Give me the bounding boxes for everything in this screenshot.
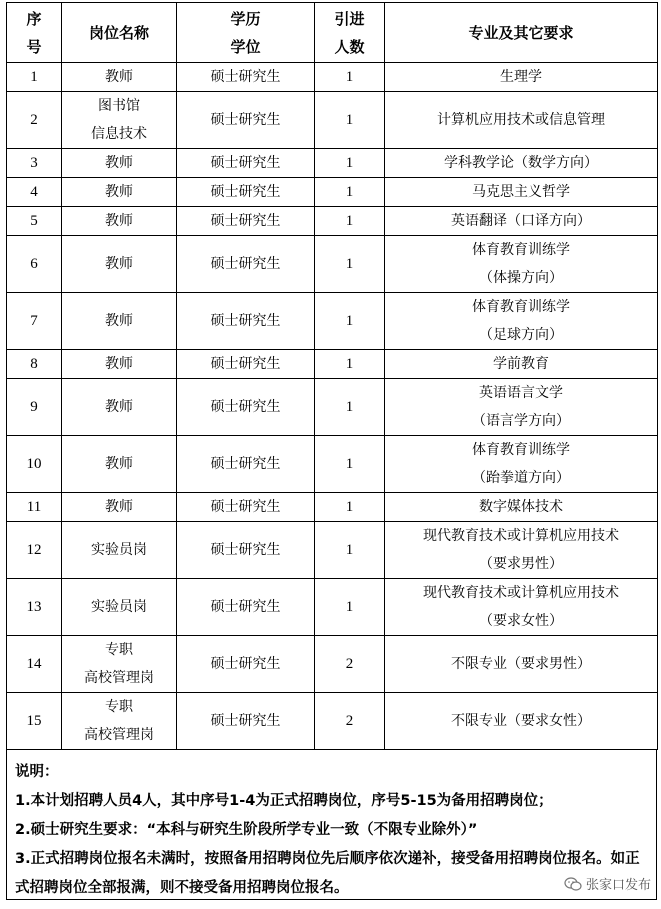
table-row [7,579,658,636]
major-line: 体育教育训练学 [472,299,570,315]
cell-position [62,522,177,579]
watermark-text: 张家口发布 [585,878,651,893]
cell-seq: 11 [7,493,62,522]
cell-position [62,92,177,149]
cell-degree: 硕士研究生 [177,579,315,636]
header-count: 引进 人数 [315,3,385,63]
note-item-2: 2.硕士研究生要求：“本科与研究生阶段所学专业一致（不限专业除外）” [15,822,478,838]
cell-count: 1 [315,293,385,350]
cell-major [385,178,658,207]
table-row [7,379,658,436]
cell-count: 2 [315,636,385,693]
major-line: 计算机应用技术或信息管理 [437,112,605,128]
major-line: 数字媒体技术 [479,499,563,515]
cell-degree: 硕士研究生 [177,236,315,293]
major-line: 学科教学论（数学方向） [444,155,598,171]
cell-position [62,236,177,293]
cell-degree: 硕士研究生 [177,522,315,579]
cell-major [385,436,658,493]
position-line: 教师 [105,213,133,229]
table-row [7,92,658,149]
cell-major [385,693,658,750]
cell-seq: 4 [7,178,62,207]
major-line: 现代教育技术或计算机应用技术 [423,585,619,601]
position-line: 信息技术 [91,126,147,142]
note-item-3: 3.正式招聘岗位报名未满时，按照备用招聘岗位先后顺序依次递补，接受备用招聘岗位报名。如正式招聘岗位全部报满，则不接受备用招聘岗位报名。 [15,851,640,896]
table-row [7,293,658,350]
note-item-1: 1.本计划招聘人员4人，其中序号1-4为正式招聘岗位，序号5-15为备用招聘岗位； [15,793,553,809]
major-line: （语言学方向） [472,413,570,429]
cell-seq: 13 [7,579,62,636]
cell-major [385,207,658,236]
cell-major [385,636,658,693]
cell-seq: 1 [7,63,62,92]
table-header-row [7,3,658,63]
cell-major [385,293,658,350]
cell-position [62,149,177,178]
cell-count: 1 [315,436,385,493]
cell-major [385,350,658,379]
cell-position [62,207,177,236]
major-line: 英语语言文学 [479,385,563,401]
notes-section [6,750,657,900]
header-major: 专业及其它要求 [385,3,658,63]
position-line: 教师 [105,155,133,171]
major-line: 不限专业（要求女性） [451,713,591,729]
cell-position [62,379,177,436]
major-line: 体育教育训练学 [472,442,570,458]
position-line: 教师 [105,499,133,515]
table-row [7,63,658,92]
cell-position [62,178,177,207]
cell-major [385,579,658,636]
cell-degree: 硕士研究生 [177,178,315,207]
position-line: 实验员岗 [91,599,147,615]
cell-major [385,493,658,522]
cell-count: 1 [315,63,385,92]
cell-position [62,436,177,493]
wechat-icon [564,877,582,891]
position-line: 专职 [105,642,133,658]
table-row [7,236,658,293]
table-row [7,636,658,693]
cell-degree: 硕士研究生 [177,149,315,178]
cell-count: 1 [315,178,385,207]
cell-position [62,636,177,693]
cell-count: 2 [315,693,385,750]
cell-count: 1 [315,92,385,149]
notes-title: 说明： [15,764,59,780]
recruitment-table-container [6,2,657,900]
position-line: 图书馆 [98,98,140,114]
position-line: 教师 [105,399,133,415]
cell-position [62,693,177,750]
cell-seq: 3 [7,149,62,178]
cell-degree: 硕士研究生 [177,379,315,436]
cell-count: 1 [315,207,385,236]
cell-degree: 硕士研究生 [177,636,315,693]
major-line: （体操方向） [479,270,563,286]
cell-count: 1 [315,579,385,636]
cell-position [62,63,177,92]
recruitment-table [6,2,658,750]
position-line: 实验员岗 [91,542,147,558]
major-line: 马克思主义哲学 [472,184,570,200]
major-line: 英语翻译（口译方向） [451,213,591,229]
cell-count: 1 [315,236,385,293]
cell-count: 1 [315,379,385,436]
cell-major [385,92,658,149]
header-seq: 序 号 [7,3,62,63]
cell-degree: 硕士研究生 [177,436,315,493]
table-row [7,149,658,178]
table-row [7,436,658,493]
table-body [7,63,658,750]
cell-major [385,522,658,579]
cell-seq: 12 [7,522,62,579]
table-row [7,493,658,522]
cell-seq: 10 [7,436,62,493]
cell-count: 1 [315,149,385,178]
position-line: 教师 [105,69,133,85]
cell-seq: 14 [7,636,62,693]
table-row [7,350,658,379]
position-line: 教师 [105,456,133,472]
cell-major [385,149,658,178]
position-line: 教师 [105,313,133,329]
position-line: 专职 [105,699,133,715]
cell-seq: 8 [7,350,62,379]
cell-major [385,236,658,293]
cell-degree: 硕士研究生 [177,207,315,236]
major-line: （足球方向） [479,327,563,343]
cell-count: 1 [315,350,385,379]
cell-count: 1 [315,493,385,522]
major-line: （跆拳道方向） [472,470,570,486]
cell-degree: 硕士研究生 [177,63,315,92]
major-line: 体育教育训练学 [472,242,570,258]
position-line: 教师 [105,356,133,372]
major-line: 现代教育技术或计算机应用技术 [423,528,619,544]
position-line: 高校管理岗 [84,670,154,686]
cell-degree: 硕士研究生 [177,350,315,379]
cell-position [62,579,177,636]
position-line: 教师 [105,256,133,272]
cell-degree: 硕士研究生 [177,493,315,522]
cell-count: 1 [315,522,385,579]
major-line: 不限专业（要求男性） [451,656,591,672]
table-row [7,522,658,579]
position-line: 高校管理岗 [84,727,154,743]
major-line: 学前教育 [493,356,549,372]
cell-major [385,63,658,92]
cell-seq: 5 [7,207,62,236]
watermark [564,874,651,893]
cell-seq: 15 [7,693,62,750]
cell-degree: 硕士研究生 [177,92,315,149]
cell-seq: 7 [7,293,62,350]
cell-seq: 2 [7,92,62,149]
cell-position [62,293,177,350]
table-row [7,207,658,236]
cell-position [62,493,177,522]
cell-position [62,350,177,379]
major-line: （要求女性） [479,613,563,629]
header-position: 岗位名称 [62,3,177,63]
cell-major [385,379,658,436]
position-line: 教师 [105,184,133,200]
major-line: （要求男性） [479,556,563,572]
table-row [7,178,658,207]
cell-seq: 6 [7,236,62,293]
cell-seq: 9 [7,379,62,436]
major-line: 生理学 [500,69,542,85]
header-degree: 学历 学位 [177,3,315,63]
cell-degree: 硕士研究生 [177,693,315,750]
cell-degree: 硕士研究生 [177,293,315,350]
table-row [7,693,658,750]
